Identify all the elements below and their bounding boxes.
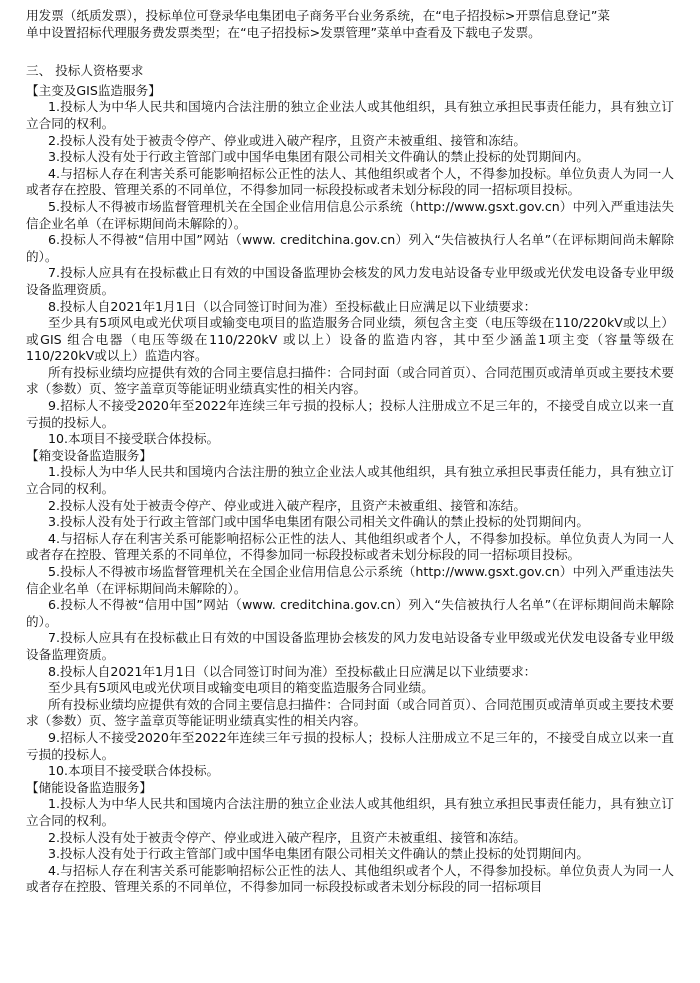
requirement-item: 1.投标人为中华人民共和国境内合法注册的独立企业法人或其他组织，具有独立承担民事责任能力，具有独立订立合同的权利。: [26, 796, 674, 828]
requirement-item: 1.投标人为中华人民共和国境内合法注册的独立企业法人或其他组织，具有独立承担民事责任能力，具有独立订立合同的权利。: [26, 99, 674, 131]
requirement-item: 5.投标人不得被市场监督管理机关在全国企业信用信息公示系统（http://www.gsxt.gov.cn）中列入严重违法失信企业名单（在评标期间尚未解除的）。: [26, 198, 674, 231]
requirement-detail: 所有投标业绩均应提供有效的合同主要信息扫描件：合同封面（或合同首页）、合同范围页或清单页或主要技术要求（参数）页、签字盖章页等能证明业绩真实性的相关内容。: [26, 364, 674, 397]
intro-line-2: 单中设置招标代理服务费发票类型；在“电子招投标>发票管理”菜单中查看及下载电子发票。: [26, 24, 541, 40]
section-title: 【主变及GIS监造服务】: [26, 82, 161, 98]
requirement-item: 6.投标人不得被“信用中国”网站（www. creditchina.gov.cn）列入“失信被执行人名单”（在评标期间尚未解除的）。: [26, 232, 674, 264]
section-box-transformer: [26, 448, 674, 780]
requirement-item: 8.投标人自2021年1月1日（以合同签订时间为准）至投标截止日应满足以下业绩要求：: [48, 663, 537, 679]
requirement-item: 3.投标人没有处于行政主管部门或中国华电集团有限公司相关文件确认的禁止投标的处罚期间内。: [48, 846, 589, 862]
requirement-item: 5.投标人不得被市场监督管理机关在全国企业信用信息公示系统（http://www.gsxt.gov.cn）中列入严重违法失信企业名单（在评标期间尚未解除的）。: [26, 564, 674, 596]
requirement-item: 1.投标人为中华人民共和国境内合法注册的独立企业法人或其他组织，具有独立承担民事责任能力，具有独立订立合同的权利。: [26, 464, 674, 497]
section-main-transformer-gis: [26, 83, 674, 448]
requirement-detail: 所有投标业绩均应提供有效的合同主要信息扫描件：合同封面（或合同首页）、合同范围页或清单页或主要技术要求（参数）页、签字盖章页等能证明业绩真实性的相关内容。: [26, 696, 674, 729]
requirement-item: 2.投标人没有处于被责令停产、停业或进入破产程序，且资产未被重组、接管和冻结。: [48, 497, 526, 513]
section-title: 【储能设备监造服务】: [26, 779, 152, 795]
requirement-item: 4.与招标人存在利害关系可能影响招标公正性的法人、其他组织或者个人，不得参加投标。单位负责人为同一人或者存在控股、管理关系的不同单位，不得参加同一标段投标或者未划分标段的同一招标项目投标。: [26, 530, 674, 563]
requirement-item: 4.与招标人存在利害关系可能影响招标公正性的法人、其他组织或者个人，不得参加投标。单位负责人为同一人或者存在控股、管理关系的不同单位，不得参加同一标段投标或者未划分标段的同一招标项目投标。: [26, 165, 674, 198]
section-energy-storage: [26, 780, 674, 896]
requirement-item: 6.投标人不得被“信用中国”网站（www. creditchina.gov.cn）列入“失信被执行人名单”（在评标期间尚未解除的）。: [26, 597, 674, 629]
requirement-item: 10.本项目不接受联合体投标。: [48, 431, 220, 447]
requirement-item: 3.投标人没有处于行政主管部门或中国华电集团有限公司相关文件确认的禁止投标的处罚期间内。: [48, 149, 589, 165]
requirement-item: 3.投标人没有处于行政主管部门或中国华电集团有限公司相关文件确认的禁止投标的处罚期间内。: [48, 514, 589, 530]
requirement-item: 9.招标人不接受2020年至2022年连续三年亏损的投标人；投标人注册成立不足三年的，不接受自成立以来一直亏损的投标人。: [26, 729, 674, 762]
requirement-item: 9.招标人不接受2020年至2022年连续三年亏损的投标人；投标人注册成立不足三年的，不接受自成立以来一直亏损的投标人。: [26, 398, 674, 430]
section-title: 【箱变设备监造服务】: [26, 447, 152, 463]
intro-line-1: 用发票（纸质发票），投标单位可登录华电集团电子商务平台业务系统，在“电子招投标>开票信息登记”菜: [26, 8, 611, 23]
section-heading: 三、 投标人资格要求: [26, 63, 144, 79]
requirement-item: 7.投标人应具有在投标截止日有效的中国设备监理协会核发的风力发电站设备专业甲级或光伏发电设备专业甲级设备监理资质。: [26, 265, 674, 297]
requirement-item: 2.投标人没有处于被责令停产、停业或进入破产程序，且资产未被重组、接管和冻结。: [48, 829, 526, 845]
requirement-detail: 至少具有5项风电或光伏项目或输变电项目的监造服务合同业绩，须包含主变（电压等级在110/220kV或以上）或GIS 组合电器（电压等级在110/220kV 或以上）设备的监造内容，其中至少涵盖1项主变（容量等级在110/220kV或以上）监造内容。: [26, 315, 674, 364]
requirement-item: 7.投标人应具有在投标截止日有效的中国设备监理协会核发的风力发电站设备专业甲级或光伏发电设备专业甲级设备监理资质。: [26, 630, 674, 662]
requirement-item: 8.投标人自2021年1月1日（以合同签订时间为准）至投标截止日应满足以下业绩要求：: [48, 298, 537, 314]
requirement-detail: 至少具有5项风电或光伏项目或输变电项目的箱变监造服务合同业绩。: [48, 680, 434, 696]
requirement-item: 4.与招标人存在利害关系可能影响招标公正性的法人、其他组织或者个人，不得参加投标。单位负责人为同一人或者存在控股、管理关系的不同单位，不得参加同一标段投标或者未划分标段的同一招标项目: [26, 862, 674, 895]
requirement-item: 2.投标人没有处于被责令停产、停业或进入破产程序，且资产未被重组、接管和冻结。: [48, 132, 526, 148]
requirement-item: 10.本项目不接受联合体投标。: [48, 763, 220, 779]
